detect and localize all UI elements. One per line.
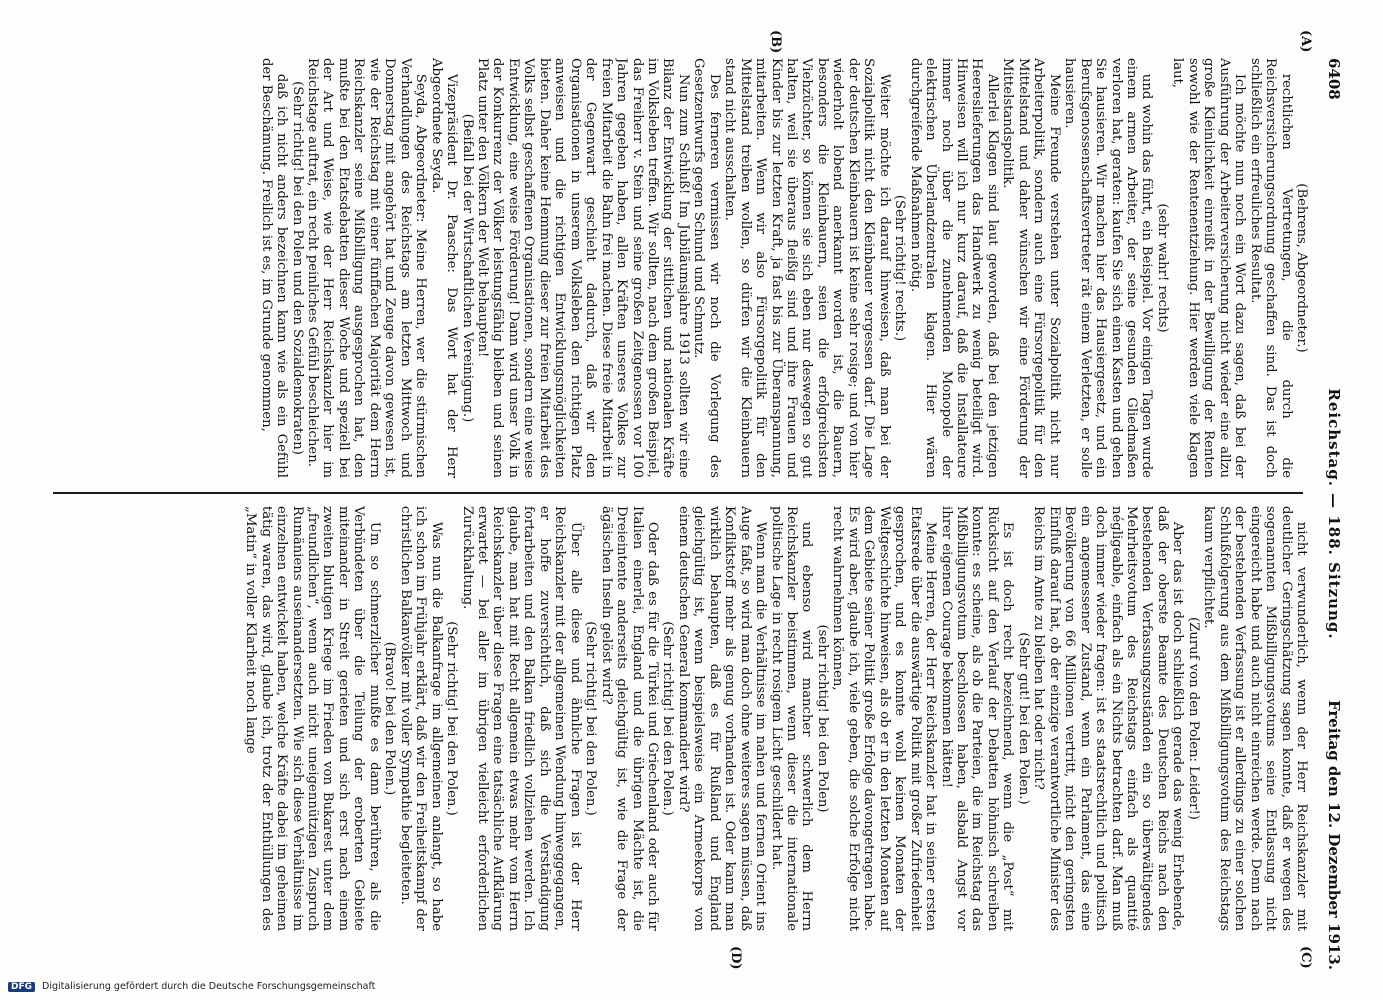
- dfg-logo: DFG: [8, 982, 35, 992]
- footer-text: Digitalisierung gefördert durch die Deutsche Forschungsgemeinschaft: [42, 981, 376, 992]
- right-column: [54, 506, 1309, 931]
- interjection: (Sehr richtig! rechts.): [892, 194, 908, 342]
- interjection: (Sehr richtig! bei den Polen.): [660, 621, 676, 816]
- interjection: (Beifall bei der Wirtschaftlichen Vereinigung.): [459, 113, 475, 423]
- session-title: Reichstag. — 188. Sitzung.: [1325, 388, 1343, 640]
- margin-mark-c: (C): [1298, 946, 1313, 969]
- margin-mark-a: (A): [1298, 30, 1313, 53]
- page-number: 6408: [1325, 58, 1343, 100]
- paragraph: Aber das ist doch schließlich gerade das wenig Erhebende, daß der oberste Beamte des Deutschen Reichs nach den bestehenden Verfassungszuständen ein so überwältigendes Mehrheitsvotum des Reichstags einfach als quantité négligeable, einfach als ein Nichts betrachten darf. Man muß doch immer wieder fragen: ist es staatsrechtlich und politisch ein angemessener Zustand, wenn ein Parlament, das eine Bevölkerung von 66 Millionen vertritt, nicht den geringsten Einfluß darauf hat, ob der einzige verantwortliche Minister des Reichs im Amte zu bleiben hat oder nicht?: [1031, 506, 1186, 931]
- paragraph: nicht verwunderlich, wenn der Herr Reichskanzler mit deutlicher Geringschätzung sagen konnte, daß er wegen des sogenannten Mißbilligungsvotums seine Entlassung nicht eingereicht habe und auch nicht einreichen werde. Denn nach der bestehenden Verfassung ist er allerdings zu einer solchen Schlußfolgerung aus dem Mißbilligungsvotum des Reichstags kaum verpflichtet.: [1201, 506, 1309, 931]
- interjection: (Zuruf von den Polen: Leider!): [1185, 617, 1201, 820]
- paragraph: Was nun die Balkanfrage im allgemeinen anlangt, so habe ich schon im Frühjahr erklärt, daß wir den Freiheitskampf der christlichen Balkanvölker mit voller Sympathie begleiteten.: [397, 506, 444, 931]
- paragraph: daß ich nicht anders bezeichnen kann wie als ein Gefühl der Beschämung. Freilich ist es, im Grunde genommen,: [258, 58, 290, 478]
- interjection: (Behrens, Abgeordneter.): [1294, 183, 1309, 353]
- interjection: (Sehr richtig! bei den Polen.): [444, 621, 460, 816]
- paragraph: Um so schmerzlicher mußte es dann berühren, als die Verbündeten über die Teilung der eroberten Gebiete miteinander in Streit gerieten und sich erst nach einem zweiten blutigen Kriege im Frieden von Bukarest unter dem „freundlichen“, wenn auch nicht uneigennützigen Zuspruch Rumäniens auseinandersetzten. Wie sich diese Verhältnisse im einzelnen entwickelt haben, welche Kräfte dabei im geheimen tätig waren, das wird, glaube ich, trotz der Enthüllungen des „Matin“ in voller Klarheit noch lange: [243, 506, 382, 931]
- paragraph: Des ferneren vermissen wir noch die Vorlegung des Gesetzentwurfs gegen Schund und Schmutz.: [691, 58, 722, 478]
- interjection: (sehr richtig! bei den Polen): [814, 624, 830, 813]
- paragraph: Seyda, Abgeordneter: Meine Herren, wer die stürmischen Verhandlungen des Reichstags am letzten Mittwoch und Donnerstag mit angehört hat und Zeuge davon gewesen ist, wie der Reichstag mit einer fünffachen Majorität dem Herrn Reichskanzler seine Mißbilligung ausgesprochen hat, den mußte bei den Etatsdebatten dieser Woche und speziell bei der Art und Weise, wie der Herr Reichskanzler hier im Reichstage auftrat, ein recht peinliches Gefühl beschleichen.: [305, 58, 429, 478]
- margin-mark-d: (D): [728, 946, 743, 970]
- interjection: (Sehr richtig! bei den Polen und den Sozialdemokraten): [289, 81, 305, 455]
- paragraph: Meine Herren, der Herr Reichskanzler hat in seiner ersten Etatsrede über die auswärtige Politik mit großer Zufriedenheit gesprochen, und es konnte wohl keinen Monaten der Weltgeschichte hinweisen, als ob er in den letzten Monaten auf dem Gebiete seiner Politik große Erfolge davongetragen habe. Es wird aber, glaube ich, viele geben, die solche Erfolge nicht recht wahrnehmen können,: [830, 506, 939, 931]
- running-head: [1317, 58, 1343, 970]
- paragraph: und ebenso wird mancher schwerlich dem Herrn Reichskanzler beistimmen, wenn dieser die internationale politische Lage in recht rosigem Licht geschildert hat.: [768, 506, 815, 931]
- interjection: (Sehr richtig! bei den Polen.): [583, 621, 599, 816]
- column-divider: [53, 492, 1303, 494]
- paragraph: Oder daß es für die Türkei und Griechenland oder auch für Italien einerlei, England und die übrigen Mächte ist, die Dreieintente anderseits gleichgültig ist, wie die Frage der ägäischen Inseln gelöst wird?: [598, 506, 660, 931]
- paragraph: Ich möchte nun noch ein Wort dazu sagen, daß bei der Ausführung der Arbeiterversicherung nicht wieder eine allzu große Kleinlichkeit einreißt in der Bewilligung der Renten sowohl wie der Rentenentziehung. Hier werden viele Klagen laut,: [1170, 58, 1248, 478]
- footer-credit: [8, 981, 375, 992]
- paragraph: Wenn man die Verhältnisse im nahen und fernen Orient ins Auge faßt, so wird man doch ohne weiteres sagen müssen, daß Konfliktstoff mehr als genug vorhanden ist. Oder kann man wirklich behaupten, daß es für Rußland und England gleichgültig ist, wenn beispielsweise ein Armeekorps von einem deutschen General kommandiert wird?: [675, 506, 769, 931]
- paragraph: Weiter möchte ich darauf hinweisen, daß man bei der Sozialpolitik nicht den Kleinbauer vergessen darf. Die Lage der deutschen Kleinbauern ist keine sehr rosige; und von hier wiederholt lobend anerkannt worden ist, die Bauern, besonders die Kleinbauern, seien die erfolgreichsten Viehzüchter, so können sie sich eben nur deswegen so gut halten, weil sie überaus fleißig sind und ihre Frauen und Kinder bis zur letzten Kraft, ja fast bis zur Überanspannung, mitarbeiten. Wenn wir also Fürsorgepolitik für den Mittelstand treiben wollen, so dürfen wir die Kleinbauern stand nicht ausschalten.: [722, 58, 892, 478]
- paragraph: Allerlei Klagen sind laut geworden, daß bei den jetzigen Heereslieferungen das Handwerk zu wenig beteiligt wird. Hinweisen will ich nur kurz darauf, daß die Installateure immer noch über die zunehmenden Monopole der elektrischen Überlandzentralen klagen. Hier wären durchgreifende Maßnahmen nötig.: [907, 58, 1000, 478]
- interjection: (sehr wahr! rechts): [1154, 203, 1170, 333]
- paragraph: Meine Freunde verstehen unter Sozialpolitik nicht nur Arbeiterpolitik, sondern auch eine Fürsorgepolitik für den Mittelstand und daher wünschen wir eine Förderung der Mittelstandspolitik.: [1000, 58, 1062, 478]
- session-date: Freitag den 12. Dezember 1913.: [1325, 700, 1343, 970]
- paragraph: Vizepräsident Dr. Paasche: Das Wort hat der Herr Abgeordnete Seyda.: [428, 58, 460, 478]
- paragraph: rechtlichen Vertretungen, die durch die Reichsversicherungsordnung geschaffen sind. Das ist doch schließlich ein erfreuliches Resultat.: [1247, 58, 1294, 478]
- left-column: [54, 58, 1309, 478]
- interjection: (Bravo! bei den Polen.): [382, 641, 398, 796]
- margin-mark-b: (B): [768, 30, 783, 54]
- paragraph: Es ist doch recht bezeichnend, wenn die „Post“ mit Rücksicht auf den Verlauf der Debatten höhnisch schreiben konnte: es scheine, als ob die Parteien, die im Reichstag das Mißbilligungsvotum beschlossen haben, alsbald Angst vor ihrer eigenen Courage bekommen hätten!: [938, 506, 1016, 931]
- paragraph: Nun zum Schluß! Im Jubiläumsjahre 1913 sollten wir eine Bilanz der Entwicklung der sittlichen und nationalen Kräfte im Volksleben treffen. Wir sollten, nach dem großen Beispiel, das Freiherr v. Stein und seine großen Zeitgenossen vor 100 Jahren gegeben haben, allen Kräften unseres Volkes zur freien Mitarbeit die Bahn frei machen. Diese freie Mitarbeit in der Gegenwart geschieht dadurch, daß wir den Organisationen in unserem Volksleben den richtigen Platz anweisen und die richtigen Entwicklungsmöglichkeiten bieten. Daher keine Hemmung dieser zur freien Mitarbeit des Volks selbst geschaffenen Organisationen, sondern eine weise Entwicklung, eine weise Förderung! Dann wird unser Volk in der Konkurrenz der Völker leistungsfähig bleiben und seinen Platz unter den Völkern der Welt behaupten!: [474, 58, 691, 478]
- paragraph: Über alle diese und ähnliche Fragen ist der Herr Reichskanzler mit der allgemeinen Wendung hinweggegangen, er hoffe zuversichtlich, daß sich die Verständigung fortarbeiten und den Balkan friedlich vollziehen werden. Ich glaube, man hat mit Recht allgemein etwas mehr vom Herrn Reichskanzler über diese Fragen eine tatsächliche Aufklärung erwartet — bei aller im übrigen vielleicht erforderlichen Zurückhaltung.: [459, 506, 583, 931]
- paragraph: und wohin das führt, ein Beispiel. Vor einigen Tagen wurde einem armen Arbeiter, der seine gesunden Gliedmaßen verloren hat, geraten: kaufen Sie sich einen Kasten und gehen Sie hausieren. Wir machen hier das Hausiergesetz, und ein Berufsgenossenschaftsvertreter rät einem Verletzten, er solle hausieren.: [1062, 58, 1155, 478]
- interjection: (Sehr gut! bei den Polen.): [1015, 632, 1031, 805]
